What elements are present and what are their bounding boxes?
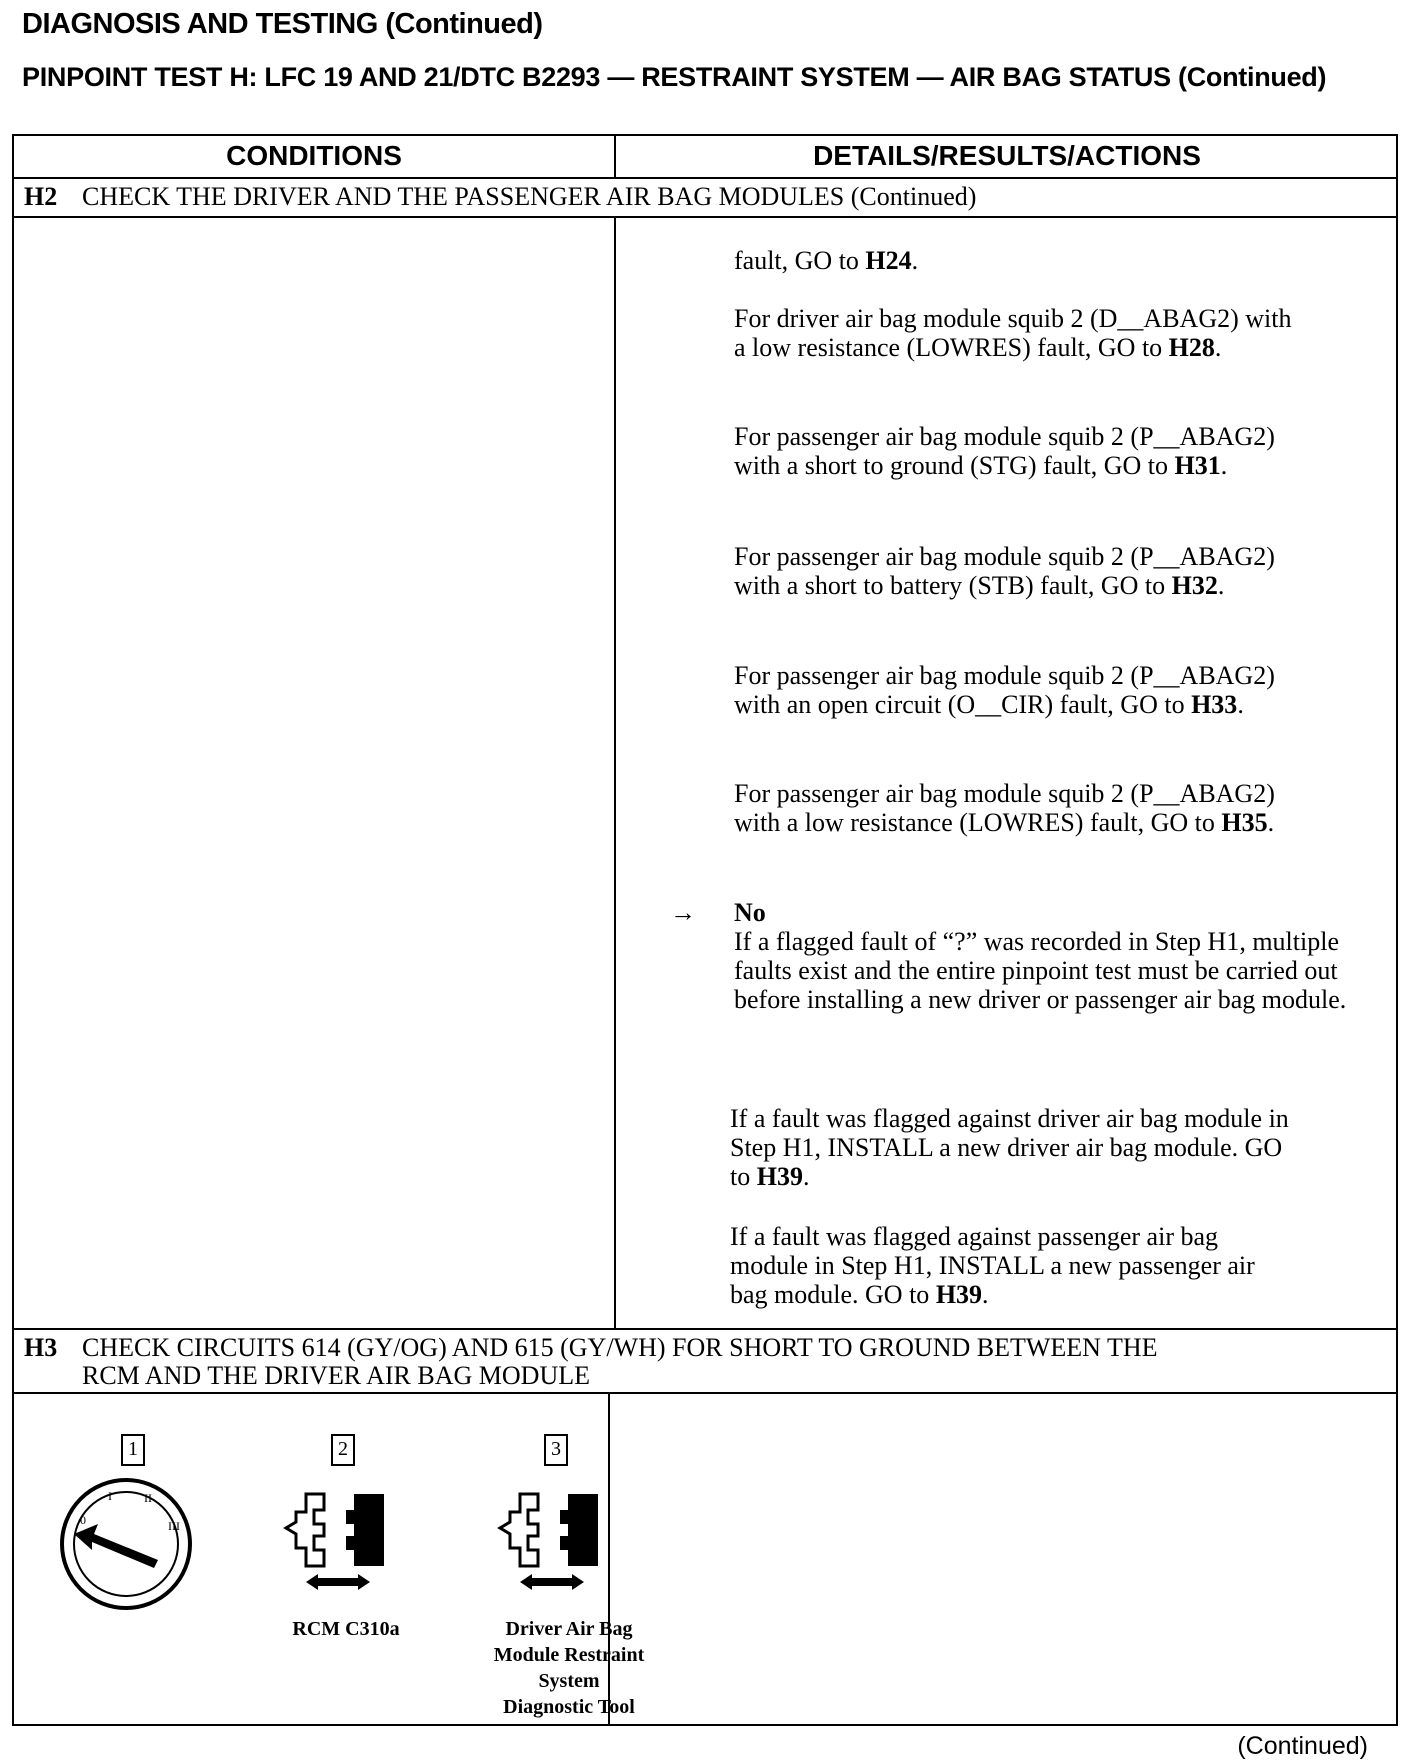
step-h3-title-line2: RCM AND THE DRIVER AIR BAG MODULE	[82, 1361, 590, 1390]
test-title: PINPOINT TEST H: LFC 19 AND 21/DTC B2293 — RESTRAINT SYSTEM — AIR BAG STATUS (Continued)	[22, 62, 1327, 92]
h2-item-1: fault, GO to H24.	[734, 246, 919, 275]
ignition-letter-0: 0	[80, 1513, 86, 1527]
step-h3-id: H3	[24, 1333, 58, 1362]
h2-item-6: For passenger air bag module squib 2 (P__ABAG2) with a low resistance (LOWRES) fault, GO to H35.	[734, 779, 1275, 837]
result-no-text: If a flagged fault of “?” was recorded in Step H1, multiple faults exist and the entire pinpoint test must be carried out before installing a new driver or passenger air bag module.	[734, 927, 1347, 1014]
caption-driver-airbag-tool: Driver Air Bag Module Restraint System Diagnostic Tool	[493, 1618, 645, 1718]
continued-footer: (Continued)	[1237, 1732, 1368, 1760]
h2-driver-item: If a fault was flagged against driver air bag module in Step H1, INSTALL a new driver air bag module. GO to H39.	[730, 1104, 1289, 1191]
h2-item-5: For passenger air bag module squib 2 (P__ABAG2) with an open circuit (O__CIR) fault, GO to H33.	[734, 661, 1275, 719]
h2-item-4: For passenger air bag module squib 2 (P__ABAG2) with a short to battery (STB) fault, GO to H32.	[734, 542, 1275, 600]
column-header-conditions: CONDITIONS	[226, 140, 402, 171]
h2-passenger-item: If a fault was flagged against passenger air bag module in Step H1, INSTALL a new passenger air bag module. GO to H39.	[730, 1222, 1255, 1309]
callout-1: 1	[121, 1434, 145, 1466]
step-h3-header	[24, 1334, 1158, 1390]
ignition-letter-2: II	[144, 1491, 152, 1505]
h2-item-3: For passenger air bag module squib 2 (P__ABAG2) with a short to ground (STG) fault, GO to H31.	[734, 422, 1275, 480]
ignition-letter-1: I	[108, 1489, 112, 1503]
driver-airbag-connector-icon	[490, 1474, 630, 1592]
callout-2: 2	[331, 1434, 355, 1466]
h2-item-2: For driver air bag module squib 2 (D__ABAG2) with a low resistance (LOWRES) fault, GO to H28.	[734, 304, 1292, 362]
page-header: DIAGNOSIS AND TESTING (Continued)	[22, 8, 543, 40]
step-h2-title: CHECK THE DRIVER AND THE PASSENGER AIR BAG MODULES (Continued)	[82, 182, 977, 211]
ignition-letter-3: III	[168, 1519, 180, 1533]
caption-rcm-c310a: RCM C310a	[292, 1618, 400, 1640]
result-arrow-icon: →	[670, 898, 696, 927]
step-h2-header	[24, 183, 976, 211]
column-header-details: DETAILS/RESULTS/ACTIONS	[813, 140, 1201, 171]
step-h2-id: H2	[24, 182, 58, 211]
step-h3-title-line1: CHECK CIRCUITS 614 (GY/OG) AND 615 (GY/WH) FOR SHORT TO GROUND BETWEEN THE	[82, 1333, 1158, 1362]
ignition-switch-icon	[58, 1476, 194, 1612]
result-no-label: No	[734, 898, 766, 927]
rcm-connector-icon	[276, 1474, 416, 1592]
pinpoint-table	[12, 134, 1398, 1726]
callout-3: 3	[544, 1434, 568, 1466]
